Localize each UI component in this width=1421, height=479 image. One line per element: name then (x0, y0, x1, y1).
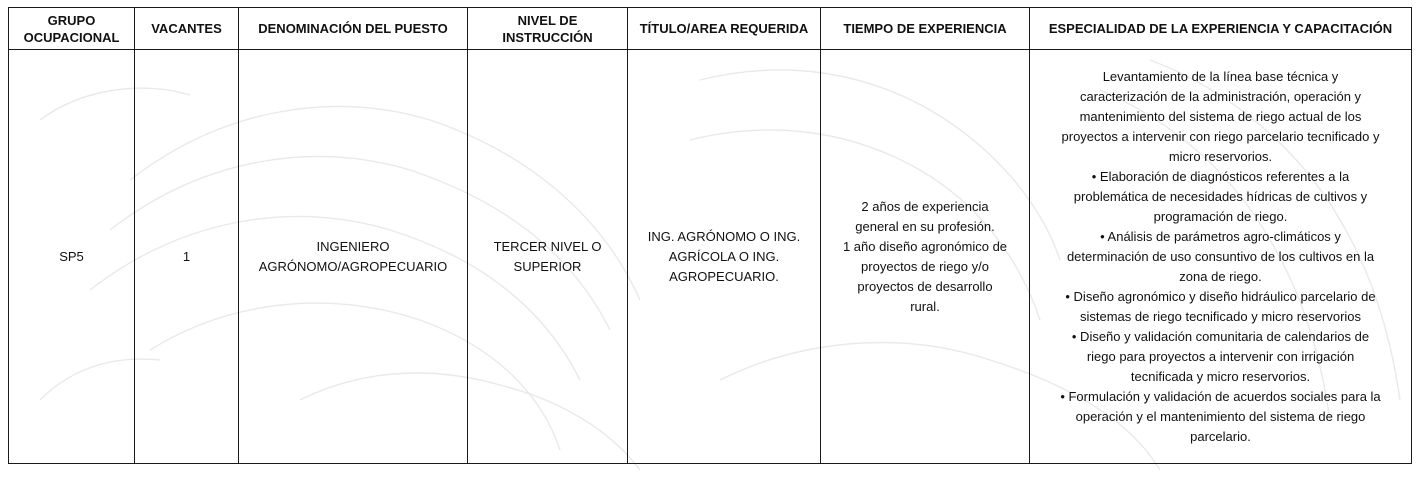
requirements-table (8, 7, 1412, 464)
cell-denominacion-puesto: INGENIERO AGRÓNOMO/AGROPECUARIO (239, 50, 468, 464)
cell-titulo-area: ING. AGRÓNOMO O ING. AGRÍCOLA O ING. AGROPECUARIO. (628, 50, 821, 464)
cell-especialidad: Levantamiento de la línea base técnica y caracterización de la administración, operación y mantenimiento del sistema de riego actual de los proyectos a intervenir con riego parcelario tecnificado y micro reservorios. • Elaboración de diagnósticos referentes a la problemática de necesidades hídricas de cultivos y programación de riego. • Análisis de parámetros agro-climáticos y determinación de uso consuntivo de los cultivos en la zona de riego. • Diseño agronómico y diseño hidráulico parcelario de sistemas de riego tecnificado y micro reservorios • Diseño y validación comunitaria de calendarios de riego para proyectos a intervenir con irrigación tecnificada y micro reservorios. • Formulación y validación de acuerdos sociales para la operación y el mantenimiento del sistema de riego parcelario. (1030, 50, 1412, 464)
header-vacantes: VACANTES (135, 8, 239, 50)
cell-grupo-ocupacional: SP5 (9, 50, 135, 464)
header-especialidad: ESPECIALIDAD DE LA EXPERIENCIA Y CAPACITACIÓN (1030, 8, 1412, 50)
cell-tiempo-experiencia: 2 años de experiencia general en su profesión. 1 año diseño agronómico de proyectos de riego y/o proyectos de desarrollo rural. (821, 50, 1030, 464)
cell-vacantes: 1 (135, 50, 239, 464)
header-nivel-instruccion: NIVEL DE INSTRUCCIÓN (468, 8, 628, 50)
table-row (9, 50, 1412, 464)
header-row (9, 8, 1412, 50)
header-tiempo-experiencia: TIEMPO DE EXPERIENCIA (821, 8, 1030, 50)
cell-nivel-instruccion: TERCER NIVEL O SUPERIOR (468, 50, 628, 464)
header-denominacion-puesto: DENOMINACIÓN DEL PUESTO (239, 8, 468, 50)
header-grupo-ocupacional: GRUPO OCUPACIONAL (9, 8, 135, 50)
header-titulo-area: TÍTULO/AREA REQUERIDA (628, 8, 821, 50)
